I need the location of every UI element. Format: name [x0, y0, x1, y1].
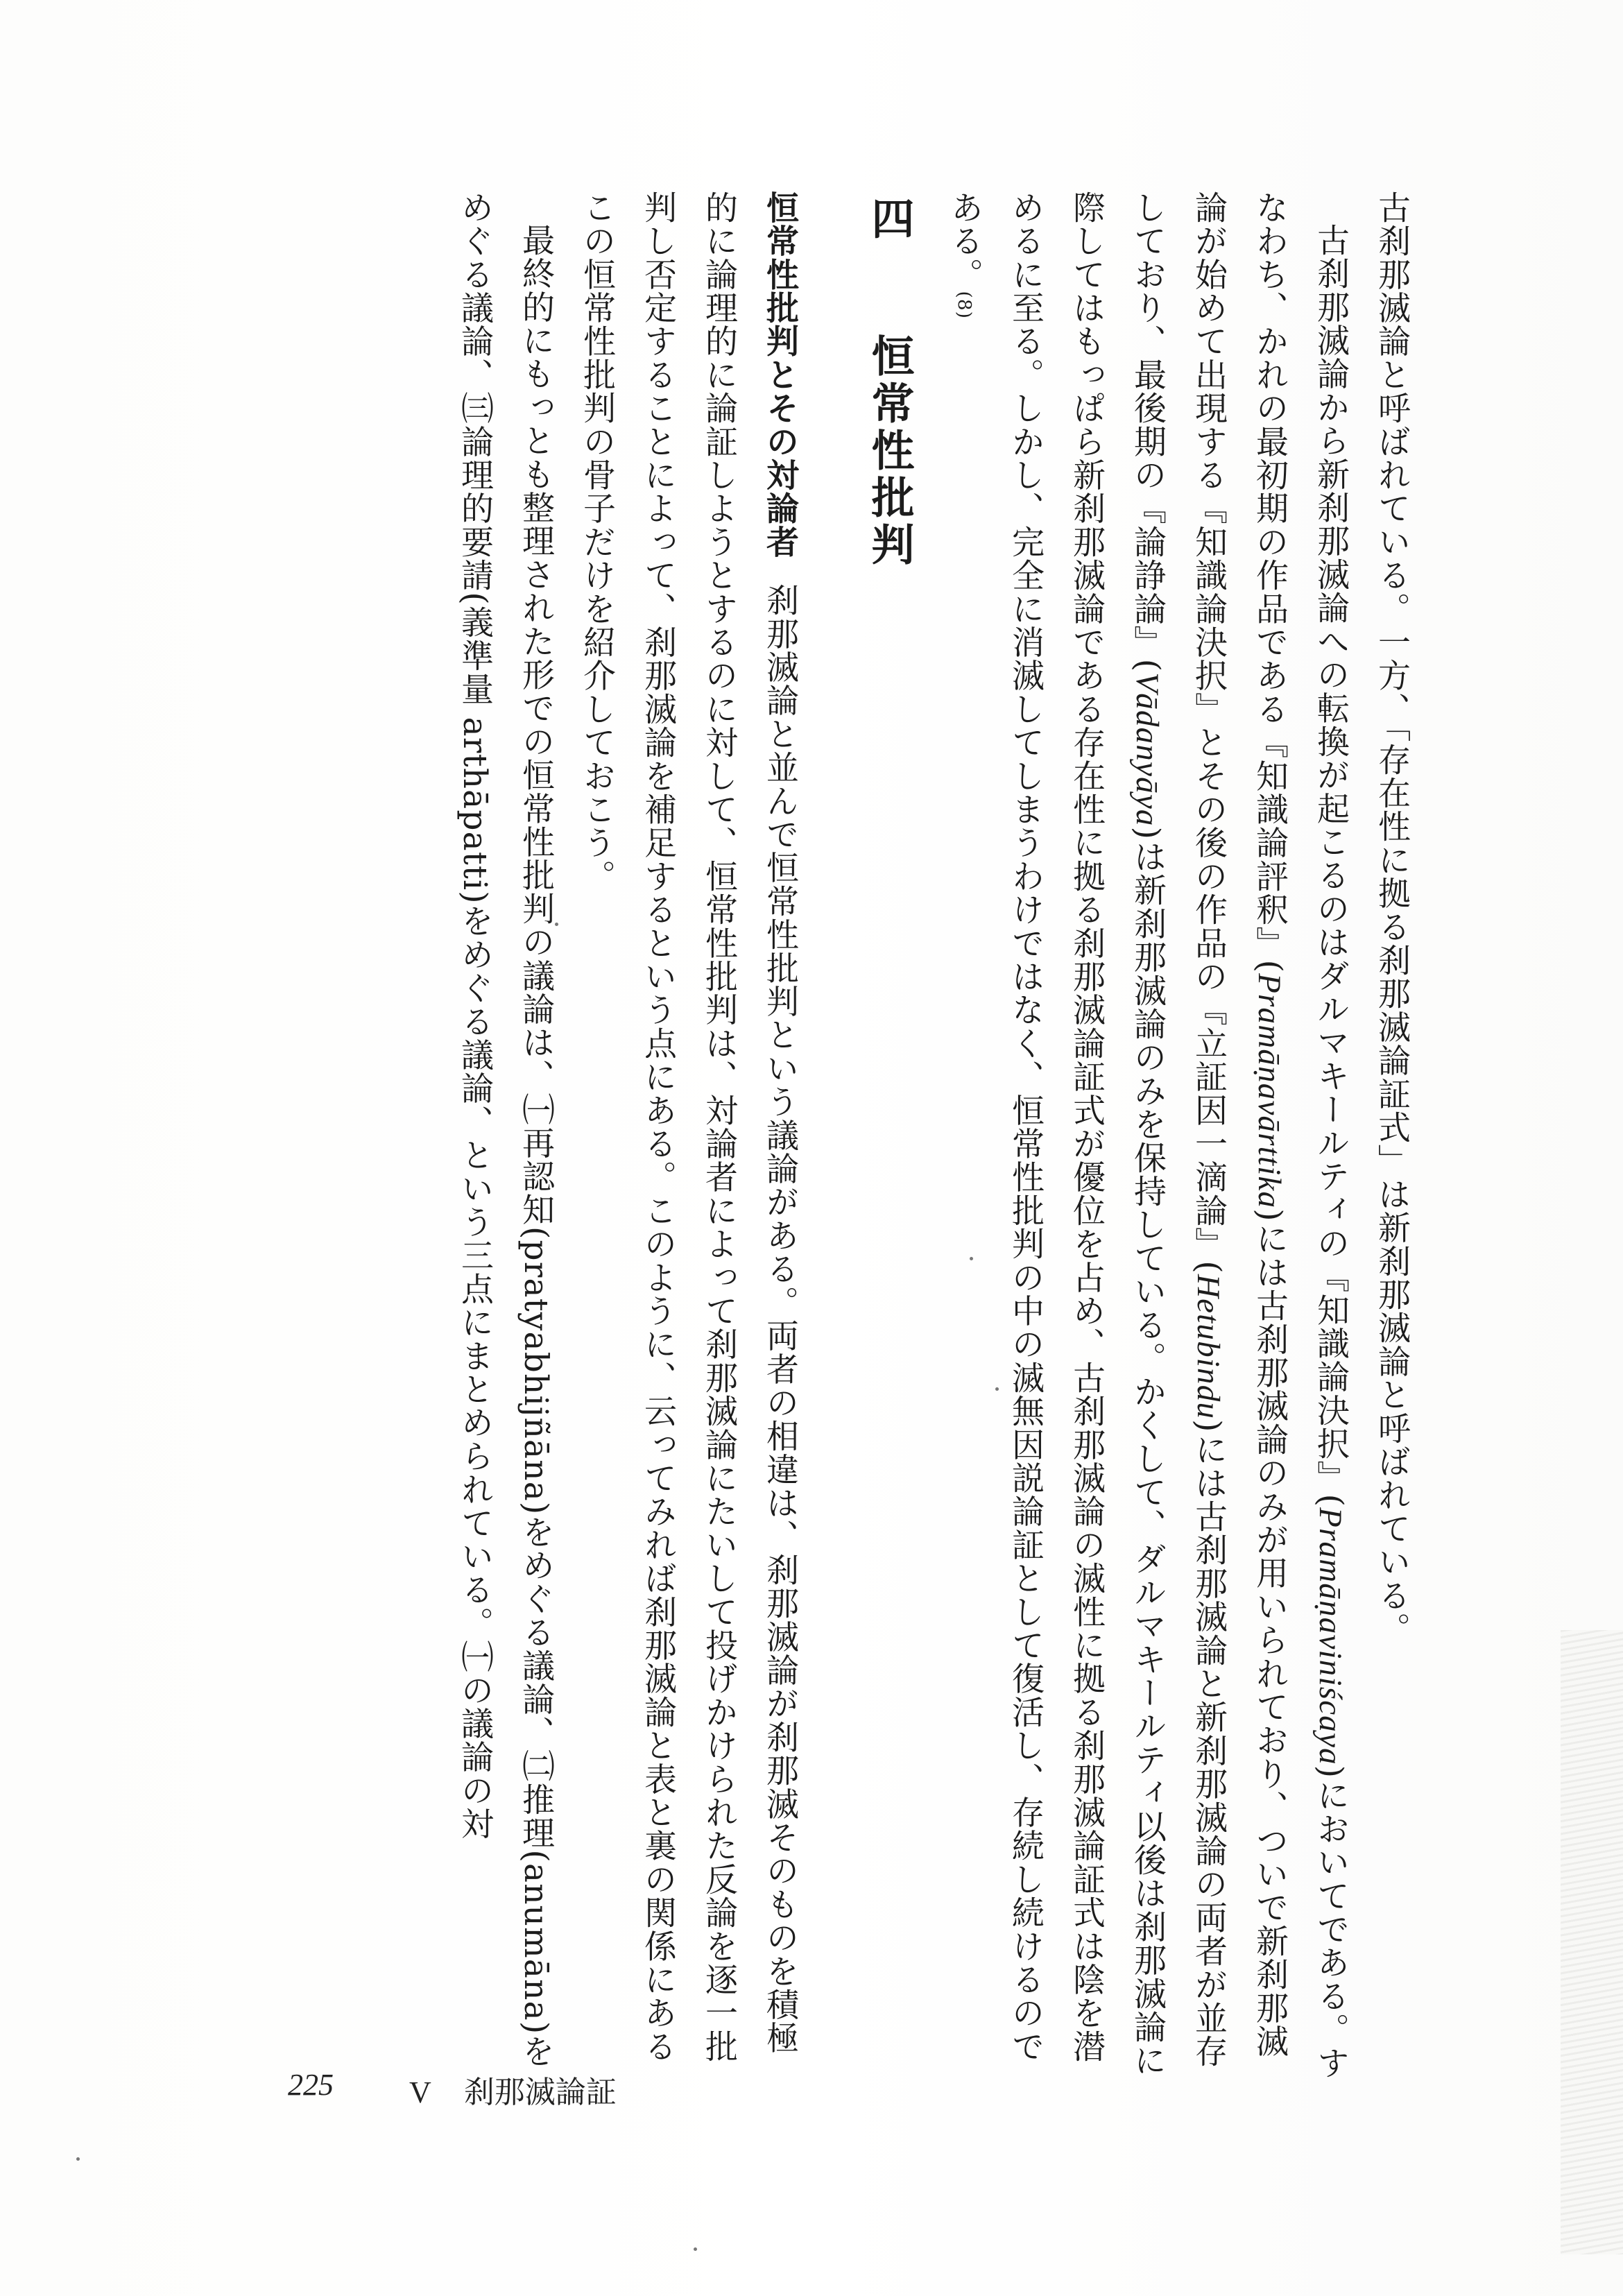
running-header	[409, 2067, 642, 2111]
page-number: 225	[288, 2068, 334, 2102]
title-hetubindu: Hetubindu	[1190, 1274, 1226, 1420]
title-vadanyaya: Vādanyāya	[1129, 672, 1165, 827]
paragraph-last	[444, 191, 566, 2084]
paragraph-2-text-a: 古刹那滅論から新刹那滅論への転換が起こるのはダルマキールティの『知識論決択』(	[1312, 223, 1350, 1508]
paragraph-2-text-d: )には古刹那滅論と新刹那滅論の両者が並存しており、最後期の『論諍論』(	[1128, 191, 1228, 2068]
section-heading	[859, 196, 920, 2084]
scan-speck	[76, 2157, 80, 2161]
scan-speck	[555, 923, 558, 926]
chapter-title: 刹那滅論証	[463, 2075, 617, 2109]
part-number: V	[409, 2075, 431, 2109]
title-pramanaviniscaya: Pramāṇaviniścaya	[1312, 1507, 1348, 1765]
subsection-heading: 恒常性批判とその対論者	[761, 191, 799, 559]
section-title: 恒常性批判	[864, 334, 915, 569]
footnote-marker: (8)	[954, 291, 974, 320]
paragraph-2-text-e: )は新刹那滅論のみを保持している。かくして、ダルマキールティ以後は刹那滅論に際してはもっぱら新刹那滅論である存在性に拠る刹那滅論証式が優位を占め、古刹那滅論の滅性に拠る刹那滅論証式は陰を潜めるに至る。しかし、完全に消滅してしまうわけではなく、恒常性批判の中の滅無因説論証として復活し、存続し続けるのである。	[945, 191, 1167, 2077]
scan-edge-noise	[1561, 1630, 1623, 2254]
scan-speck	[694, 2247, 697, 2251]
paragraph-2-text-c: )には古刹那滅論のみが用いられており、ついで新刹那滅論が始めて出現する『知識論決択』とその後の作品の『立証因一滴論』(	[1190, 191, 1289, 2058]
subsection-paragraph	[566, 191, 810, 2084]
paragraph-2-text-b: )においてである。すなわち、かれの最初期の作品である『知識論評釈』(	[1251, 191, 1350, 2080]
scan-speck	[970, 1257, 973, 1260]
scan-speck	[995, 1387, 999, 1391]
subsection-body: 刹那滅論と並んで恒常性批判という議論がある。両者の相違は、刹那滅論が刹那滅そのものを積極的に論理的に論証しようとするのに対して、恒常性批判は、対論者によって刹那滅論にたいして投げかけられた反論を逐一批判し否定することによって、刹那滅論を補足するという点にある。このように、云ってみれば刹那滅論と表と裏の関係にあるこの恒常性批判の骨子だけを紹介しておこう。	[578, 191, 799, 2064]
paragraph-1	[1361, 191, 1422, 2084]
paragraph-last-text: 最終的にもっとも整理された形での恒常性批判の議論は、㈠再認知(pratyabhijñāna)をめぐる議論、㈡推理(anumāna)をめぐる議論、㈢論理的要請(義準量 arthāpatti)をめぐる議論、という三点にまとめられている。㈠の議論の対	[456, 191, 555, 2068]
section-number: 四	[864, 196, 915, 243]
page-footer	[288, 2067, 617, 2109]
paragraph-2	[934, 191, 1361, 2084]
title-pramanavarttika: Pramāṇavārttika	[1251, 973, 1287, 1209]
vertical-text-body	[444, 191, 1422, 2084]
paragraph-1-text: 古刹那滅論と呼ばれている。一方、「存在性に拠る刹那滅論証式」は新刹那滅論と呼ばれている。	[1373, 191, 1411, 1646]
